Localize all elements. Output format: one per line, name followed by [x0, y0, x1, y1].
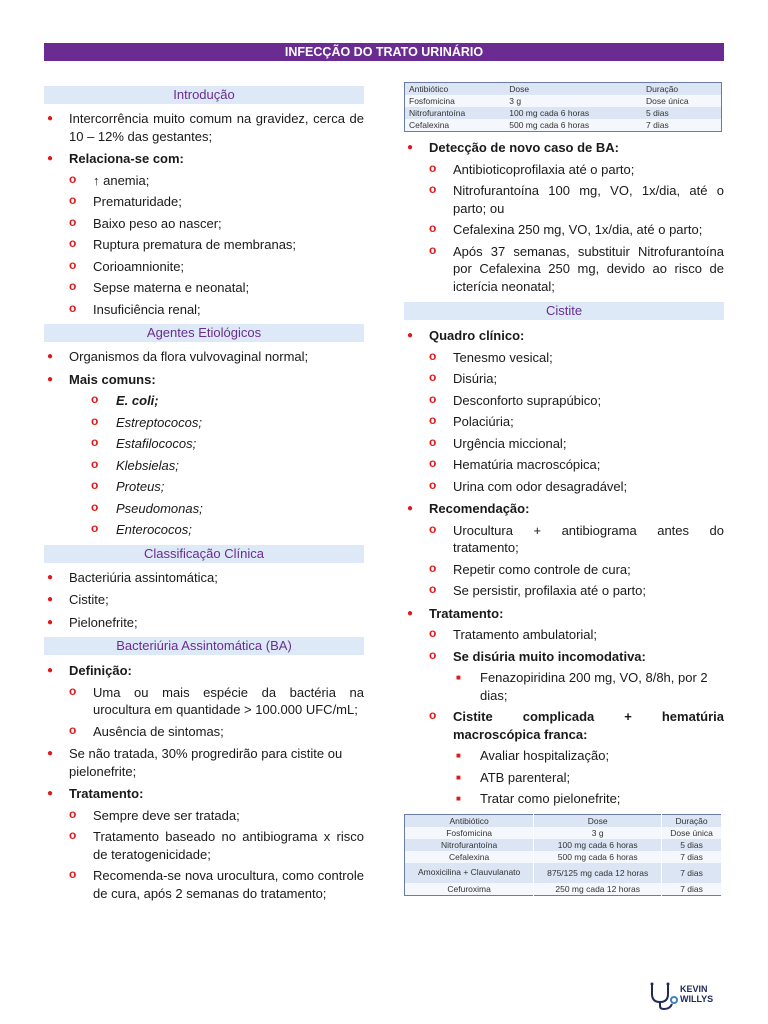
list-item: ● Recomendação: — [404, 500, 724, 518]
list-item: o Disúria; — [404, 370, 724, 388]
list-item: o Desconforto suprapúbico; — [404, 392, 724, 410]
list-item: ■ Tratar como pielonefrite; — [404, 790, 724, 808]
list-item: o Urgência miccional; — [404, 435, 724, 453]
right-column — [404, 82, 724, 896]
list-item: o Baixo peso ao nascer; — [44, 215, 364, 233]
table-cell: 500 mg cada 6 horas — [534, 851, 662, 863]
table-cell: Fosfomicina — [409, 96, 455, 106]
list-item: o Sempre deve ser tratada; — [44, 807, 364, 825]
antibiotic-table-ba — [404, 82, 722, 132]
logo-wordmark — [680, 984, 713, 1004]
table-cell: Amoxicilina + Clauvulanato — [405, 863, 534, 883]
table-cell: 100 mg cada 6 horas — [509, 108, 590, 118]
table-cell: Cefalexina — [405, 851, 534, 863]
list-item: o Após 37 semanas, substituir Nitrofurantoína por Cefalexina 250 mg, devido ao risco de icterícia neonatal; — [404, 243, 724, 296]
logo-line1: KEVIN — [680, 984, 708, 994]
table-cell: Cefalexina — [409, 120, 450, 130]
list-item: o Sepse materna e neonatal; — [44, 279, 364, 297]
classification-list — [44, 569, 364, 632]
list-item: ■ ATB parenteral; — [404, 769, 724, 787]
table-cell: 7 dias — [646, 120, 669, 130]
ba-list — [44, 662, 364, 902]
table-cell: 7 dias — [662, 863, 722, 883]
section-heading-ba: Bacteriúria Assintomática (BA) — [44, 637, 364, 655]
table-header: Dose — [509, 84, 530, 94]
list-item: o Antibioticoprofilaxia até o parto; — [404, 161, 724, 179]
table-row — [405, 883, 722, 896]
list-item: o Tratamento baseado no antibiograma x risco de teratogenicidade; — [44, 828, 364, 863]
table-header: Antibiótico — [405, 814, 534, 827]
agents-list — [44, 348, 364, 539]
table-cell: Dose única — [662, 827, 722, 839]
list-item: o ↑ anemia; — [44, 172, 364, 190]
table-row — [405, 95, 722, 107]
antibiotic-table-cistite — [404, 814, 722, 896]
table-cell: 3 g — [534, 827, 662, 839]
list-item: o Nitrofurantoína 100 mg, VO, 1x/dia, até o parto; ou — [404, 182, 724, 217]
list-item: o Polaciúria; — [404, 413, 724, 431]
list-item: o Cistite complicada + hematúria macroscópica franca: — [404, 708, 724, 743]
list-item: o Tenesmo vesical; — [404, 349, 724, 367]
list-item: o Recomenda-se nova urocultura, como controle de cura, após 2 semanas do tratamento; — [44, 867, 364, 902]
cistite-list — [404, 327, 724, 808]
table-row — [405, 83, 722, 96]
intro-list — [44, 110, 364, 318]
list-item: o Repetir como controle de cura; — [404, 561, 724, 579]
list-item: o Prematuridade; — [44, 193, 364, 211]
table-row — [405, 107, 722, 119]
section-heading-introducao: Introdução — [44, 86, 364, 104]
table-header: Antibiótico — [409, 84, 449, 94]
list-item: ● Detecção de novo caso de BA: — [404, 139, 724, 157]
list-item: o Urina com odor desagradável; — [404, 478, 724, 496]
left-column — [44, 86, 364, 902]
table-cell: 7 dias — [662, 851, 722, 863]
list-item: o Klebsielas; — [44, 457, 364, 475]
table-header: Duração — [646, 84, 679, 94]
list-item: o Urocultura + antibiograma antes do tratamento; — [404, 522, 724, 557]
table-cell: 500 mg cada 6 horas — [509, 120, 590, 130]
list-item: ● Tratamento: — [404, 605, 724, 623]
list-item: o Estreptococos; — [44, 414, 364, 432]
table-cell: 5 dias — [662, 839, 722, 851]
table-header: Dose — [534, 814, 662, 827]
list-item: ● Intercorrência muito comum na gravidez, cerca de 10 – 12% das gestantes; — [44, 110, 364, 145]
list-item: o Ruptura prematura de membranas; — [44, 236, 364, 254]
list-item: ● Bacteriúria assintomática; — [44, 569, 364, 587]
table-row — [405, 119, 722, 132]
page-title: INFECÇÃO DO TRATO URINÁRIO — [44, 43, 724, 61]
list-item: ● Tratamento: — [44, 785, 364, 803]
list-item: ■ Avaliar hospitalização; — [404, 747, 724, 765]
table-cell: 100 mg cada 6 horas — [534, 839, 662, 851]
list-item: ● Quadro clínico: — [404, 327, 724, 345]
list-item: ● Relaciona-se com: — [44, 150, 364, 168]
list-item: o Estafilococos; — [44, 435, 364, 453]
list-item: o Enterococos; — [44, 521, 364, 539]
list-item: o Hematúria macroscópica; — [404, 456, 724, 474]
table-cell: Fosfomicina — [405, 827, 534, 839]
table-header: Duração — [662, 814, 722, 827]
list-item: o Corioamnionite; — [44, 258, 364, 276]
table-row — [405, 827, 722, 839]
list-item: o E. coli; — [44, 392, 364, 410]
list-item: o Uma ou mais espécie da bactéria na urocultura em quantidade > 100.000 UFC/mL; — [44, 684, 364, 719]
list-item: ● Mais comuns: — [44, 371, 364, 389]
section-heading-agentes: Agentes Etiológicos — [44, 324, 364, 342]
list-item: o Insuficiência renal; — [44, 301, 364, 319]
list-item: o Se disúria muito incomodativa: — [404, 648, 724, 666]
table-cell: Cefuroxima — [405, 883, 534, 896]
list-item: ■ Fenazopiridina 200 mg, VO, 8/8h, por 2 dias; — [404, 669, 724, 704]
table-row — [405, 839, 722, 851]
section-heading-classificacao: Classificação Clínica — [44, 545, 364, 563]
list-item: o Pseudomonas; — [44, 500, 364, 518]
table-row — [405, 814, 722, 827]
logo-line2: WILLYS — [680, 994, 714, 1004]
list-item: o Cefalexina 250 mg, VO, 1x/dia, até o parto; — [404, 221, 724, 239]
table-cell: 5 dias — [646, 108, 669, 118]
list-item: ● Pielonefrite; — [44, 614, 364, 632]
table-row — [405, 863, 722, 883]
list-item: ● Se não tratada, 30% progredirão para cistite ou pielonefrite; — [44, 745, 364, 780]
new-ba-list — [404, 139, 724, 295]
list-item: ● Cistite; — [44, 591, 364, 609]
table-cell: Nitrofurantoína — [405, 839, 534, 851]
list-item: o Tratamento ambulatorial; — [404, 626, 724, 644]
table-cell: 875/125 mg cada 12 horas — [534, 863, 662, 883]
list-item: ● Definição: — [44, 662, 364, 680]
list-item: o Se persistir, profilaxia até o parto; — [404, 582, 724, 600]
table-cell: Dose única — [646, 96, 689, 106]
section-heading-cistite: Cistite — [404, 302, 724, 320]
table-cell: Nitrofurantoína — [409, 108, 466, 118]
table-row — [405, 851, 722, 863]
list-item: o Ausência de sintomas; — [44, 723, 364, 741]
table-cell: 3 g — [509, 96, 522, 106]
table-cell: 7 dias — [662, 883, 722, 896]
list-item: ● Organismos da flora vulvovaginal normal; — [44, 348, 364, 366]
list-item: o Proteus; — [44, 478, 364, 496]
table-cell: 250 mg cada 12 horas — [534, 883, 662, 896]
